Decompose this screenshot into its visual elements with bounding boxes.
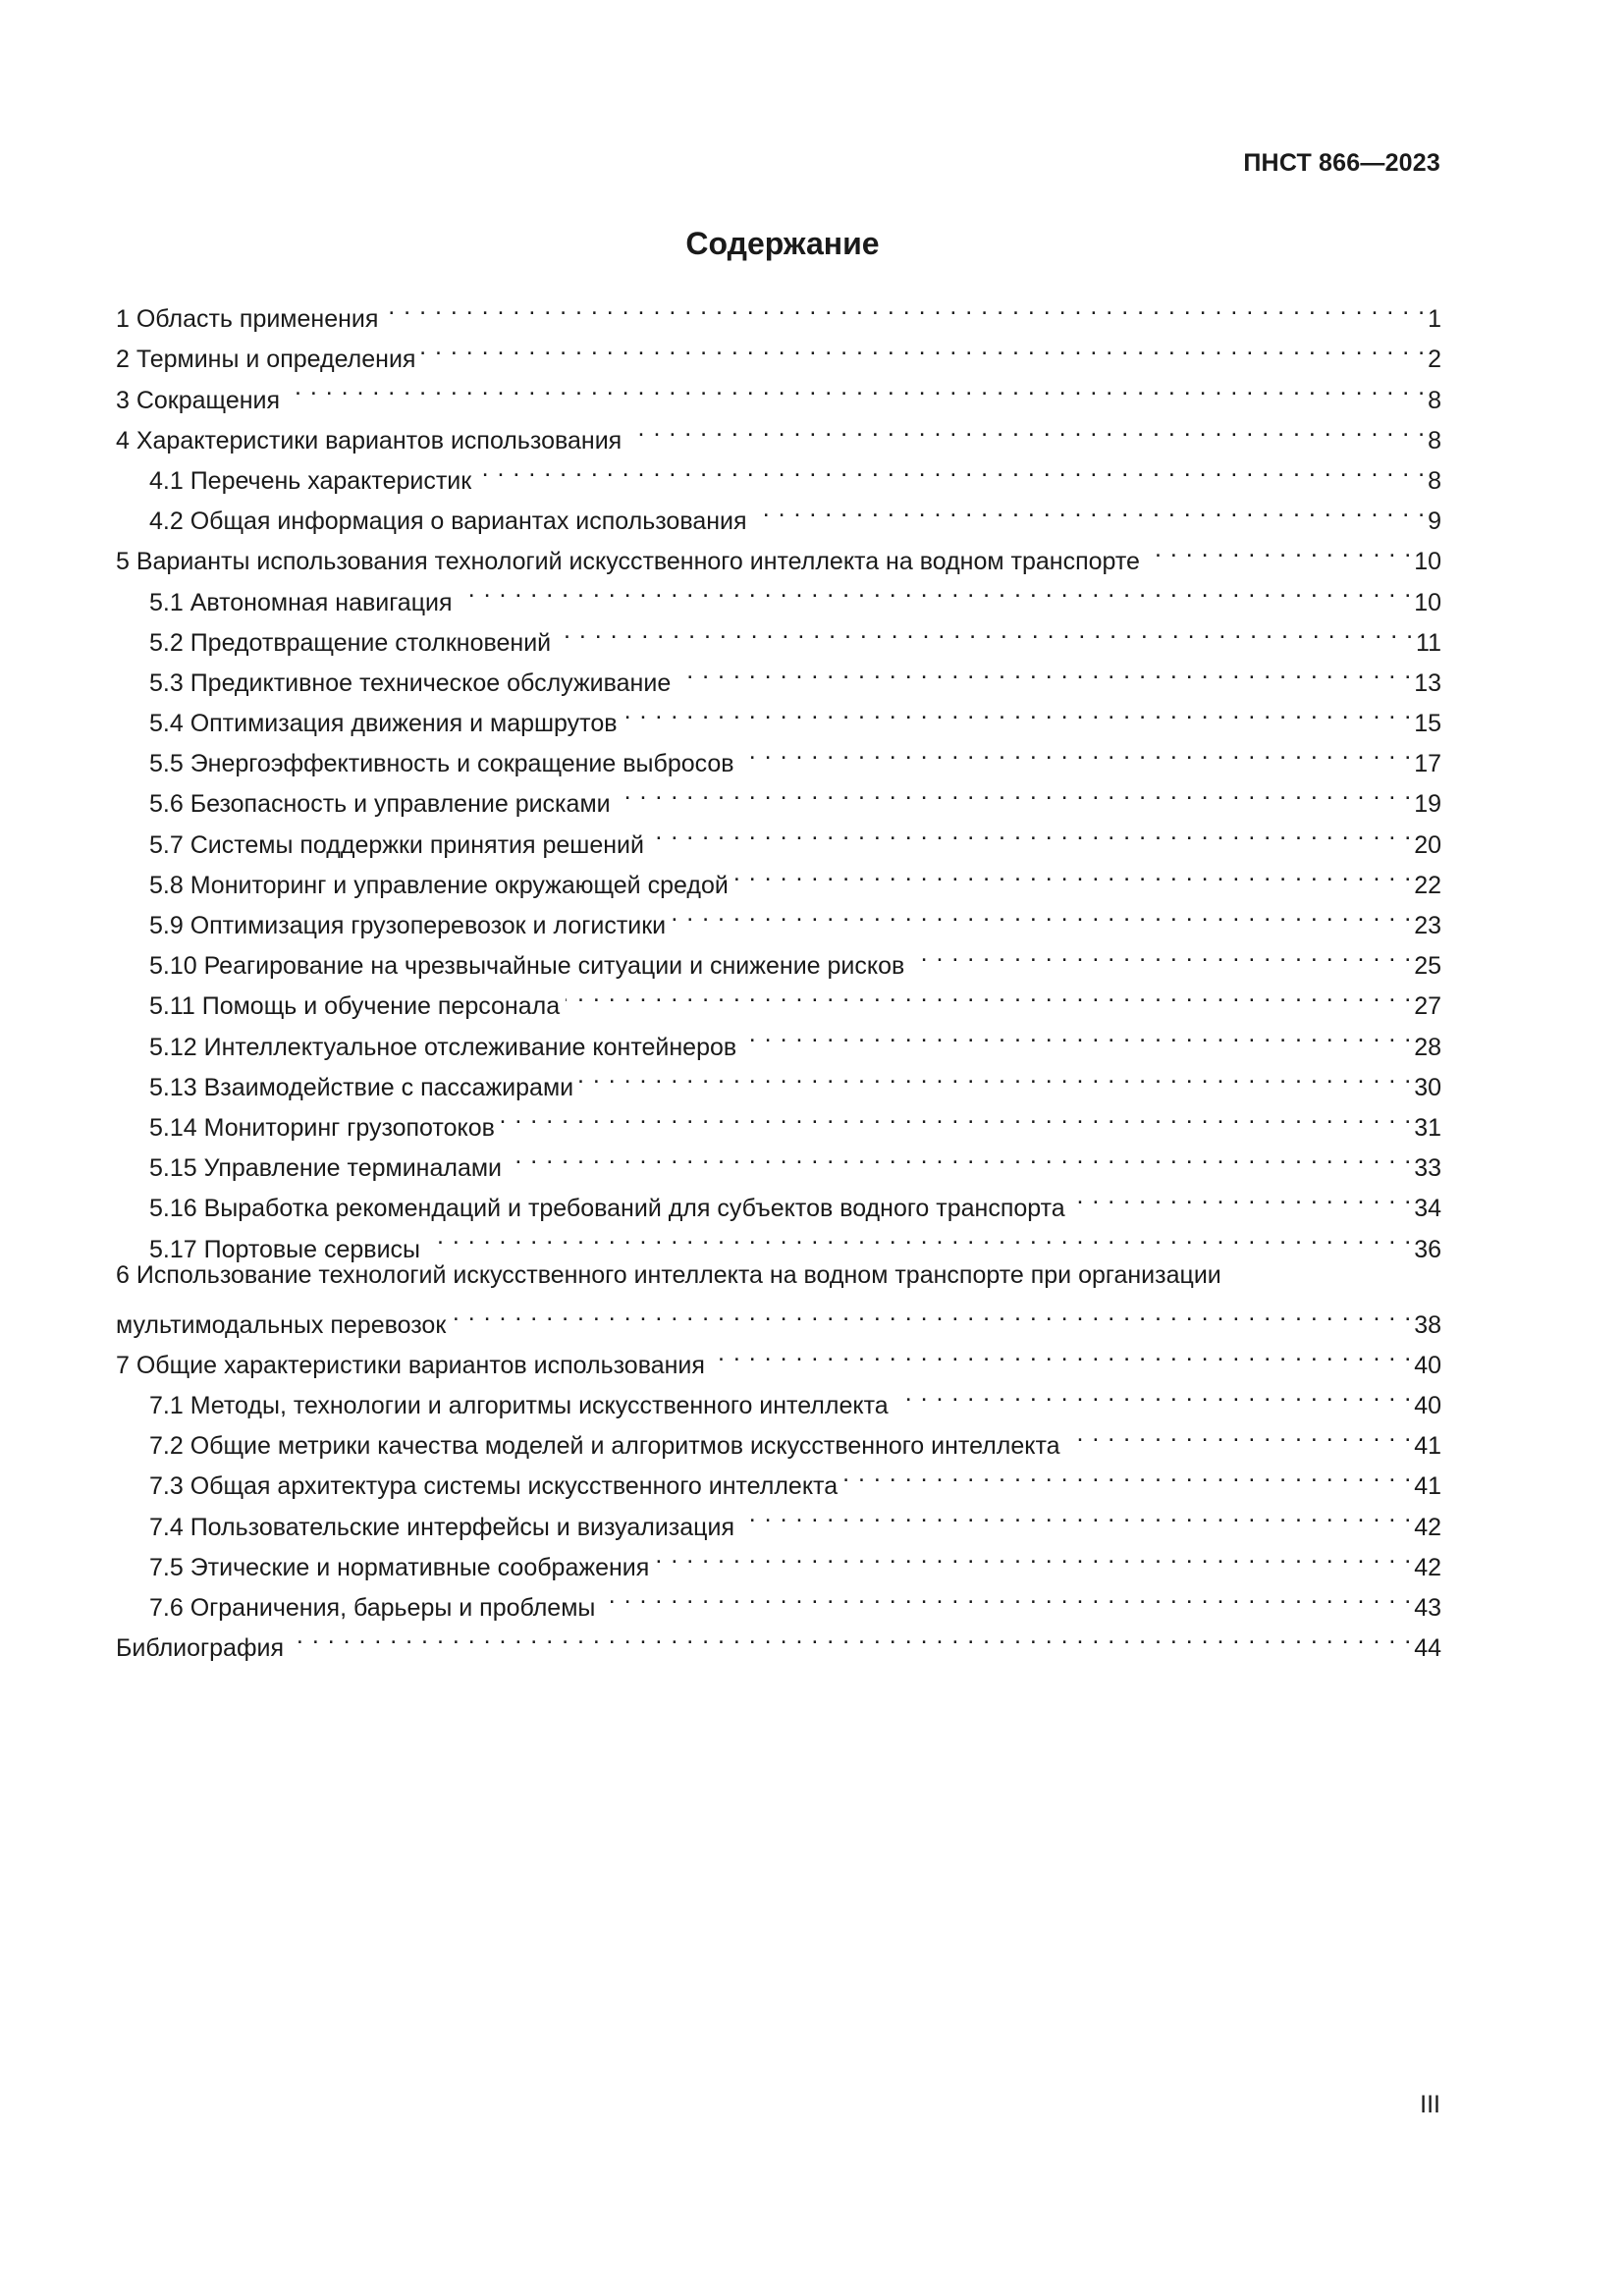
dot-leader [286, 367, 1426, 407]
toc-entry[interactable] [116, 1575, 1441, 1622]
toc-entry-page: 15 [1414, 710, 1441, 738]
toc-entry-page: 40 [1414, 1392, 1441, 1420]
toc-entry-page: 1 [1428, 305, 1441, 334]
dot-leader [623, 691, 1413, 731]
toc-entry-page: 36 [1414, 1235, 1441, 1263]
toc-entry-page: 34 [1414, 1195, 1441, 1223]
toc-entry-page: 19 [1414, 790, 1441, 819]
toc-entry-label: 4 Характеристики вариантов использования [116, 426, 623, 454]
toc-entry-label: 4.2 Общая информация о вариантах использования [149, 507, 747, 536]
toc-entry-page: 41 [1414, 1472, 1441, 1501]
toc-title: Содержание [685, 226, 880, 261]
toc-entry-page: 42 [1414, 1553, 1441, 1581]
toc-entry-label: 7.1 Методы, технологии и алгоритмы искусственного интеллекта [149, 1392, 889, 1420]
toc-entry-page: 10 [1414, 588, 1441, 616]
page-number: III [1420, 2091, 1440, 2118]
toc-entry[interactable] [116, 974, 1441, 1021]
toc-entry-label: 5.4 Оптимизация движения и маршрутов [149, 710, 618, 738]
toc-entry-page: 44 [1414, 1634, 1441, 1663]
toc-entry[interactable] [116, 1333, 1441, 1379]
toc-entry[interactable] [116, 489, 1441, 536]
toc-entry-label: 7.3 Общая архитектура системы искусственного интеллекта [149, 1472, 839, 1501]
document-code: ПНСТ 866—2023 [1243, 149, 1440, 177]
toc-entry-label: 5.3 Предиктивное техническое обслуживание [149, 668, 672, 697]
toc-entry-page: 41 [1414, 1432, 1441, 1461]
toc-entry-label-line2: мультимодальных перевозок [116, 1310, 447, 1339]
toc-entry[interactable] [116, 1494, 1441, 1541]
dot-leader [508, 1136, 1412, 1176]
toc-entry[interactable] [116, 1216, 1441, 1263]
toc-entry-page: 42 [1414, 1513, 1441, 1541]
toc-entry-page: 2 [1428, 346, 1441, 374]
dot-leader [1071, 1176, 1412, 1216]
toc-entry-label: 5.16 Выработка рекомендаций и требований для субъектов водного транспорта [149, 1195, 1065, 1223]
toc-entry[interactable] [116, 934, 1441, 981]
toc-entry-label: 3 Сокращения [116, 386, 281, 414]
toc-entry[interactable] [116, 731, 1441, 778]
dot-leader [734, 853, 1412, 893]
dot-leader [1066, 1414, 1413, 1454]
toc-entry[interactable] [116, 1176, 1441, 1223]
toc-entry-page: 9 [1428, 507, 1441, 536]
dot-leader [677, 651, 1412, 691]
toc-entry-line2 [116, 1293, 1441, 1339]
dot-leader [384, 287, 1426, 327]
toc-entry-label: 5.15 Управление терминалами [149, 1154, 503, 1183]
toc-entry[interactable] [116, 772, 1441, 819]
dot-leader [290, 1616, 1412, 1656]
toc-entry[interactable] [116, 327, 1441, 374]
dot-leader [672, 893, 1412, 934]
toc-entry-page: 11 [1416, 628, 1441, 657]
dot-leader [421, 327, 1426, 367]
toc-entry-label: 5.11 Помощь и обучение персонала [149, 992, 561, 1021]
toc-entry-label: 5.5 Энергоэффективность и сокращение выбросов [149, 750, 734, 778]
toc-entry-label: 2 Термины и определения [116, 346, 416, 374]
table-of-contents [116, 287, 1441, 1663]
toc-entry-label: 5.17 Портовые сервисы [149, 1235, 421, 1263]
toc-entry[interactable] [116, 1373, 1441, 1420]
dot-leader [711, 1333, 1412, 1373]
toc-entry-page: 8 [1428, 426, 1441, 454]
toc-entry-label: 5.6 Безопасность и управление рисками [149, 790, 611, 819]
toc-entry-label: 7.6 Ограничения, барьеры и проблемы [149, 1594, 596, 1622]
toc-entry[interactable] [116, 569, 1441, 616]
dot-leader [740, 1494, 1412, 1534]
toc-entry[interactable] [116, 1454, 1441, 1501]
dot-leader [566, 974, 1412, 1014]
toc-entry-label: 5.12 Интеллектуальное отслеживание контейнеров [149, 1033, 737, 1061]
toc-entry[interactable] [116, 893, 1441, 939]
toc-entry-page: 20 [1414, 830, 1441, 859]
dot-leader [477, 449, 1426, 489]
toc-entry-page: 27 [1414, 992, 1441, 1021]
toc-entry-label-line1: 6 Использование технологий искусственного интеллекта на водном транспорте при организации [116, 1260, 1221, 1289]
toc-entry-label: 7.4 Пользовательские интерфейсы и визуализация [149, 1513, 734, 1541]
toc-list-part-1 [116, 287, 1441, 1263]
dot-leader [843, 1454, 1412, 1494]
toc-list-part-2 [116, 1333, 1441, 1663]
toc-entry[interactable] [116, 691, 1441, 738]
toc-entry[interactable] [116, 1014, 1441, 1061]
toc-entry-label: 5 Варианты использования технологий искусственного интеллекта на водном транспорте [116, 548, 1140, 576]
toc-entry[interactable] [116, 1136, 1441, 1183]
toc-entry-label: 5.7 Системы поддержки принятия решений [149, 830, 644, 859]
toc-entry[interactable] [116, 1055, 1441, 1101]
toc-entry-page: 38 [1414, 1310, 1441, 1339]
dot-leader [617, 772, 1413, 812]
dot-leader [742, 1014, 1412, 1054]
toc-entry-page: 43 [1414, 1594, 1441, 1622]
toc-entry-label: 7.5 Этические и нормативные соображения [149, 1553, 650, 1581]
dot-leader [501, 1095, 1412, 1136]
toc-entry-label: 5.1 Автономная навигация [149, 588, 453, 616]
dot-leader [452, 1293, 1412, 1333]
toc-entry[interactable] [116, 1414, 1441, 1461]
toc-entry[interactable] [116, 1535, 1441, 1581]
toc-entry-page: 25 [1414, 952, 1441, 981]
toc-entry[interactable] [116, 1616, 1441, 1663]
dot-leader [740, 731, 1413, 772]
toc-entry-page: 23 [1414, 912, 1441, 939]
toc-entry[interactable] [116, 611, 1441, 657]
toc-entry-page: 17 [1414, 750, 1441, 778]
toc-entry[interactable] [116, 812, 1441, 859]
toc-entry-6[interactable] [116, 1257, 1441, 1339]
toc-entry-page: 33 [1414, 1154, 1441, 1183]
toc-entry-label: 5.13 Взаимодействие с пассажирами [149, 1073, 574, 1101]
toc-entry[interactable] [116, 651, 1441, 697]
dot-leader [1146, 529, 1412, 569]
toc-entry[interactable] [116, 1095, 1441, 1142]
toc-entry-page: 8 [1428, 466, 1441, 495]
dot-leader [894, 1373, 1413, 1414]
toc-entry[interactable] [116, 367, 1441, 414]
toc-entry-page: 30 [1414, 1073, 1441, 1101]
toc-entry-page: 28 [1414, 1033, 1441, 1061]
toc-entry-label: 5.9 Оптимизация грузоперевозок и логистики [149, 912, 667, 939]
dot-leader [753, 489, 1427, 529]
toc-entry[interactable] [116, 529, 1441, 576]
toc-entry[interactable] [116, 287, 1441, 334]
dot-leader [601, 1575, 1412, 1616]
toc-entry[interactable] [116, 449, 1441, 495]
toc-entry-page: 22 [1414, 871, 1441, 899]
toc-entry-page: 31 [1414, 1113, 1441, 1142]
toc-entry[interactable] [116, 853, 1441, 899]
toc-entry-label: 5.10 Реагирование на чрезвычайные ситуации и снижение рисков [149, 952, 905, 981]
toc-entry-label: 5.14 Мониторинг грузопотоков [149, 1113, 495, 1142]
dot-leader [426, 1216, 1412, 1256]
dot-leader [627, 408, 1426, 449]
dot-leader [579, 1055, 1412, 1095]
toc-entry-label: Библиография [116, 1634, 285, 1663]
toc-entry-page: 13 [1414, 668, 1441, 697]
toc-entry-label: 4.1 Перечень характеристик [149, 466, 472, 495]
dot-leader [557, 611, 1414, 651]
toc-entry-page: 8 [1428, 386, 1441, 414]
dot-leader [655, 1535, 1412, 1575]
dot-leader [910, 934, 1412, 974]
dot-leader [650, 812, 1412, 852]
toc-entry[interactable] [116, 408, 1441, 454]
dot-leader [459, 569, 1413, 610]
toc-entry-label: 1 Область применения [116, 305, 379, 334]
toc-entry-page: 10 [1414, 548, 1441, 576]
toc-entry-label: 5.2 Предотвращение столкновений [149, 628, 552, 657]
toc-entry-page: 40 [1414, 1351, 1441, 1379]
toc-entry-label: 7.2 Общие метрики качества моделей и алгоритмов искусственного интеллекта [149, 1432, 1060, 1461]
toc-entry-label: 7 Общие характеристики вариантов использования [116, 1351, 705, 1379]
toc-entry-label: 5.8 Мониторинг и управление окружающей средой [149, 871, 729, 899]
